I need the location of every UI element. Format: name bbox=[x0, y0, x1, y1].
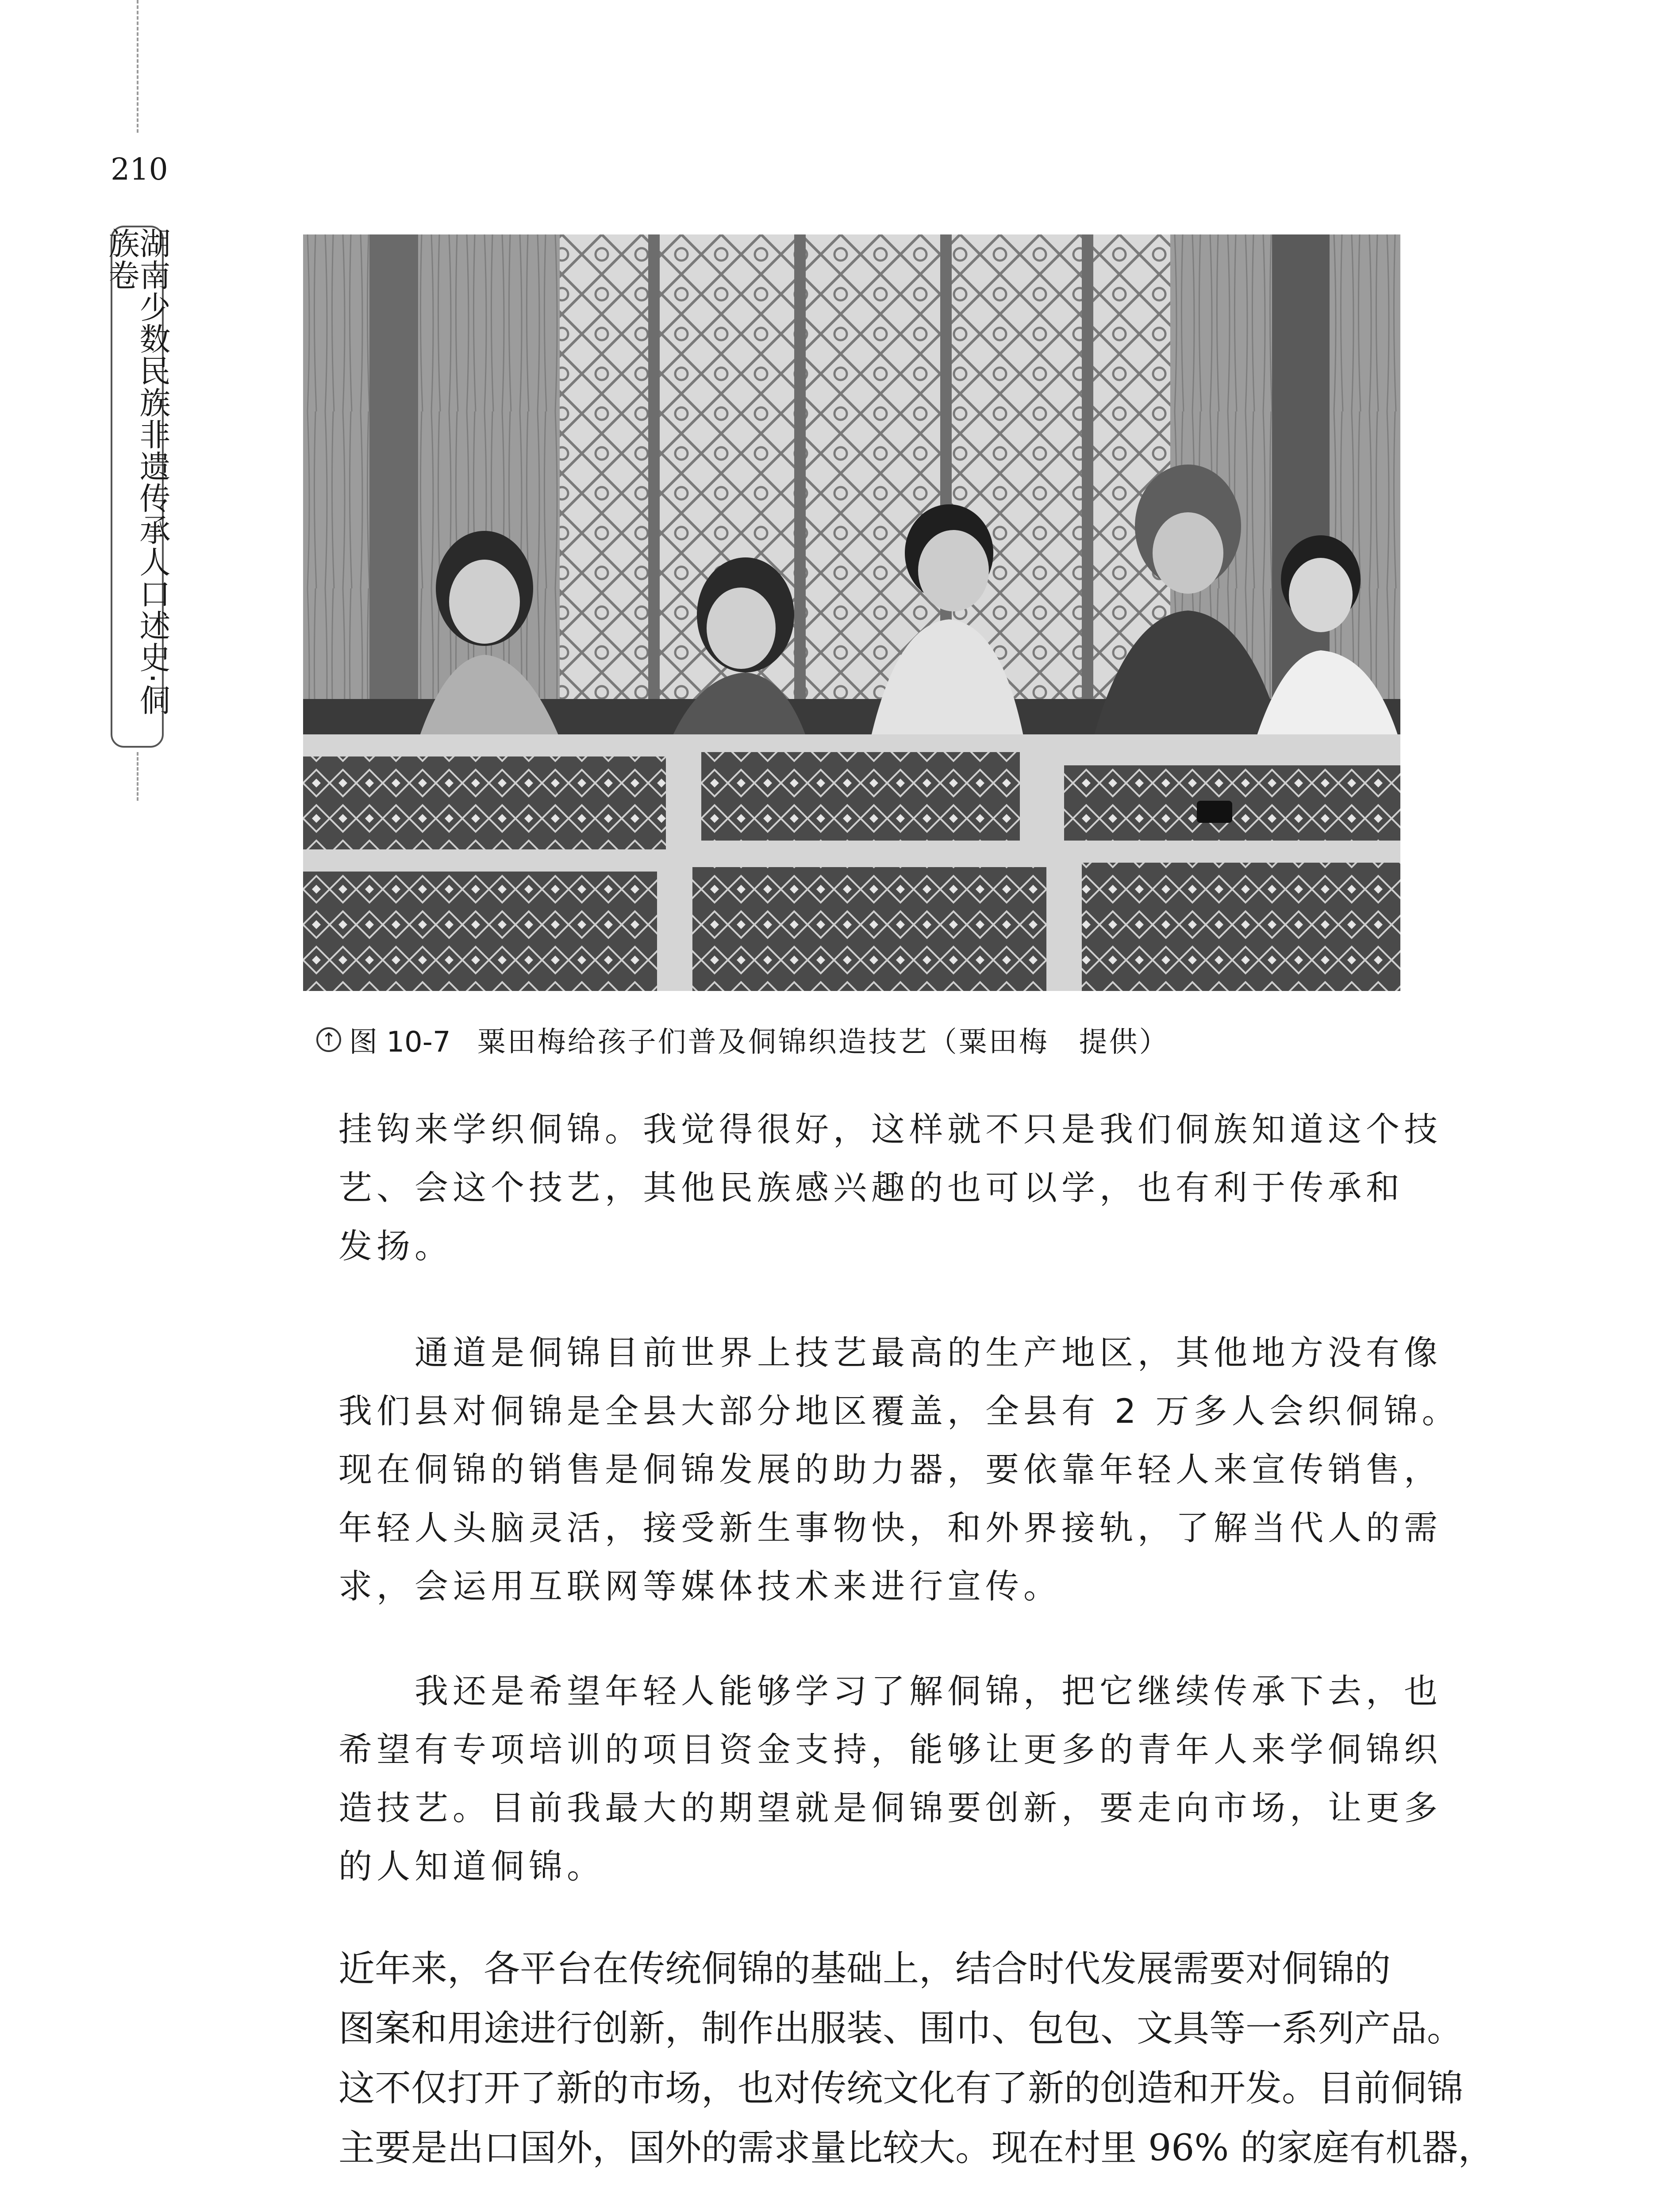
text-line: 这不仅打开了新的市场，也对传统文化有了新的创造和开发。目前侗锦 bbox=[338, 2067, 1464, 2109]
text-line: 挂钩来学织侗锦。我觉得很好，这样就不只是我们侗族知道这个技 bbox=[338, 1110, 1442, 1149]
text-line: 造技艺。目前我最大的期望就是侗锦要创新，要走向市场，让更多 bbox=[338, 1788, 1442, 1828]
page-number: 210 bbox=[111, 152, 168, 187]
brocade-runner bbox=[1064, 765, 1400, 841]
text-line: 现在侗锦的销售是侗锦发展的助力器，要依靠年轻人来宣传销售， bbox=[338, 1450, 1442, 1489]
brocade-runner bbox=[1082, 863, 1400, 991]
text-line: 年轻人头脑灵活，接受新生事物快，和外界接轨，了解当代人的需 bbox=[338, 1508, 1442, 1548]
up-arrow-circle-icon: ↑ bbox=[316, 1027, 341, 1052]
wooden-pillar bbox=[369, 234, 418, 721]
quote-paragraph-1 bbox=[338, 1110, 1442, 1288]
text-line: 发扬。 bbox=[338, 1226, 453, 1266]
quote-paragraph-2 bbox=[338, 1333, 1460, 1628]
text-line: 求，会运用互联网等媒体技术来进行宣传。 bbox=[338, 1567, 1061, 1606]
text-line: 希望有专项培训的项目资金支持，能够让更多的青年人来学侗锦织 bbox=[338, 1730, 1442, 1769]
screen-post bbox=[648, 234, 660, 743]
text-line: 主要是出口国外，国外的需求量比较大。现在村里 96% 的家庭有机器， bbox=[338, 2127, 1495, 2169]
margin-dashed-rule-bottom bbox=[137, 752, 138, 801]
text-line: 艺、会这个技艺，其他民族感兴趣的也可以学，也有利于传承和 bbox=[338, 1168, 1404, 1207]
text-line: 近年来，各平台在传统侗锦的基础上，结合时代发展需要对侗锦的 bbox=[338, 1948, 1391, 1990]
running-head-title: 湖南少数民族非遗传承人口述史·侗族卷 bbox=[104, 227, 171, 716]
quote-paragraph-3 bbox=[338, 1671, 1442, 1908]
brocade-runner bbox=[692, 867, 1046, 991]
caption-text: 粟田梅给孩子们普及侗锦织造技艺（粟田梅 提供） bbox=[477, 1026, 1169, 1059]
text-line: 的人知道侗锦。 bbox=[338, 1847, 605, 1886]
text-line: 通道是侗锦目前世界上技艺最高的生产地区，其他地方没有像 bbox=[338, 1333, 1442, 1372]
photo-illustration bbox=[303, 234, 1400, 991]
text-line: 我们县对侗锦是全县大部分地区覆盖，全县有 2 万多人会织侗锦。 bbox=[338, 1391, 1460, 1431]
running-head bbox=[104, 226, 171, 748]
text-line: 图案和用途进行创新，制作出服装、围巾、包包、文具等一系列产品。 bbox=[338, 2008, 1464, 2050]
figure-photo bbox=[303, 234, 1400, 991]
text-line: 我还是希望年轻人能够学习了解侗锦，把它继续传承下去，也 bbox=[338, 1671, 1442, 1711]
brocade-runner bbox=[303, 872, 657, 991]
screen-post bbox=[794, 234, 806, 743]
margin-dashed-rule-top bbox=[137, 0, 138, 133]
brocade-runner bbox=[701, 752, 1020, 841]
screen-post bbox=[1082, 234, 1093, 743]
caption-label: 图 10-7 bbox=[349, 1026, 451, 1059]
body-paragraph bbox=[338, 1948, 1495, 2190]
table-object bbox=[1197, 801, 1232, 823]
figure-caption bbox=[316, 1018, 1400, 1062]
brocade-runner bbox=[303, 757, 666, 849]
